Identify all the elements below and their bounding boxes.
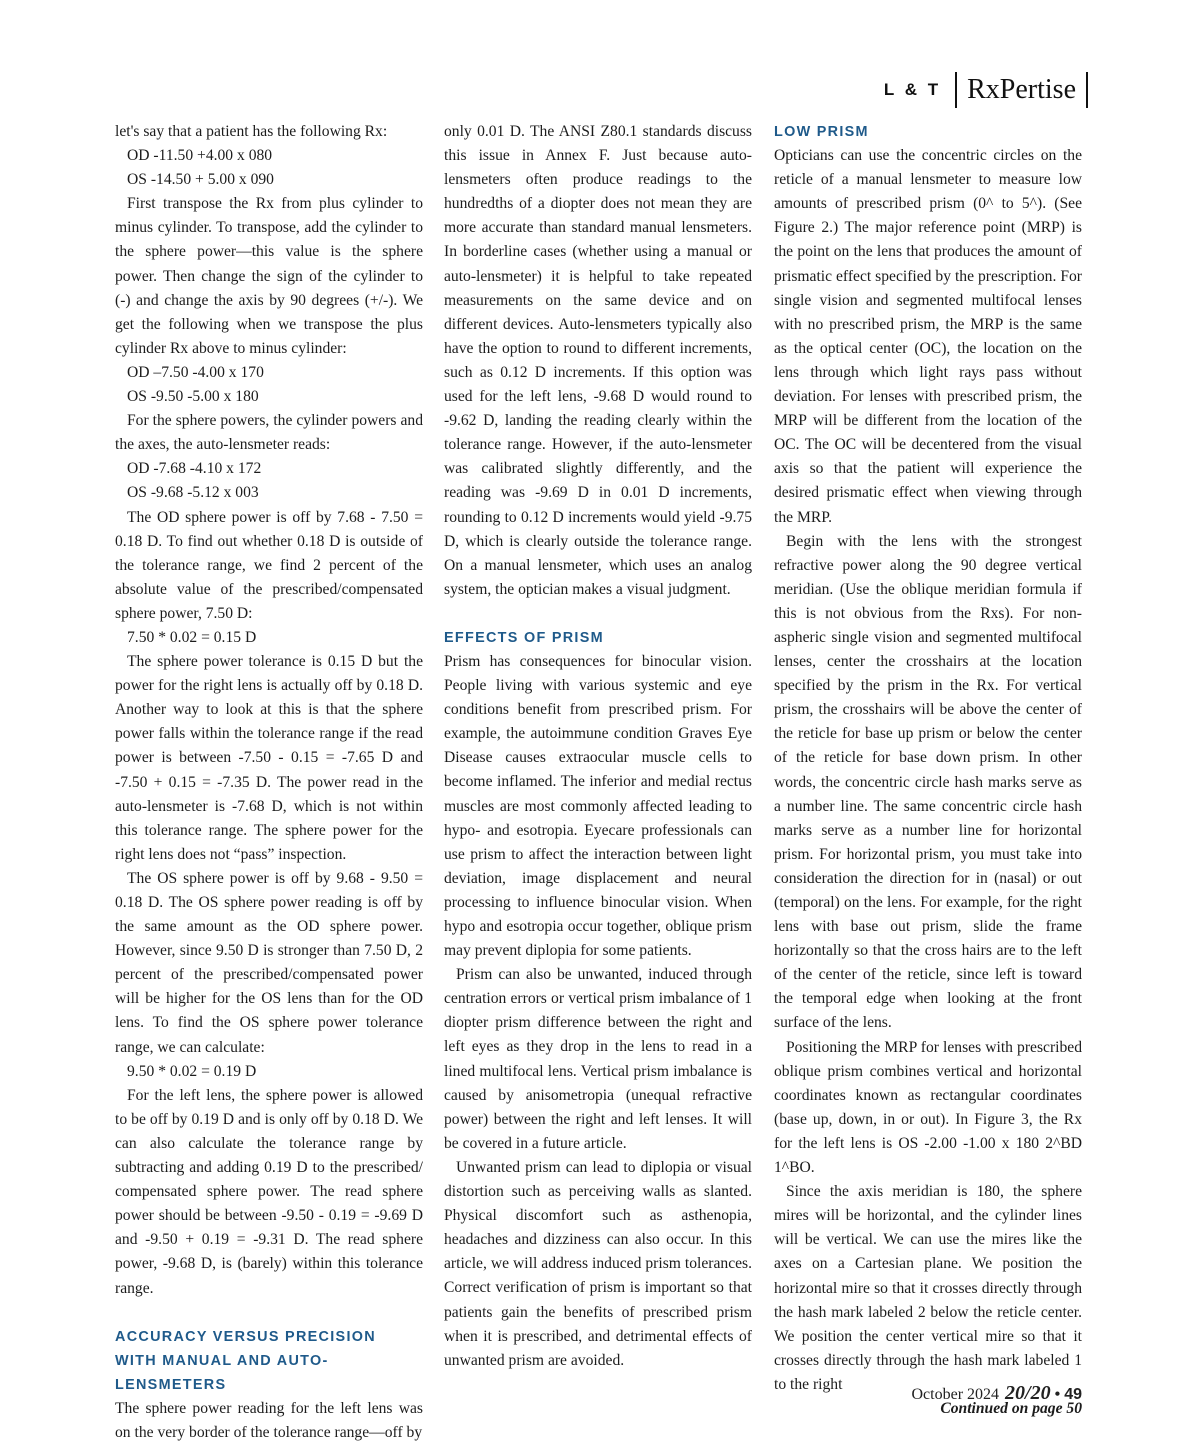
section-label: L & T: [883, 80, 942, 99]
issue-date: October 2024: [911, 1386, 1000, 1403]
article-column-1: [115, 120, 423, 1445]
article-column-3: [774, 120, 1082, 1421]
paragraph: Begin with the lens with the strongest refractive power along the 90 degree vertical meridian. (Use the oblique meridian formula if this is not obvious from the Rxs). For non-aspheric single vision and segmented multifocal lenses, center the crosshairs at the location specified by the prism in the Rx. For vertical prism, the crosshairs will be above the center of the reticle for base up prism or below the center of the reticle for base down prism. In other words, the concentric circle hash marks serve as a number line. The same concentric circle hash marks serve as a number line for horizontal prism. For horizontal prism, you must take into consideration the direction for in (nasal) or out (temporal) on the lens. For example, for the right lens with base out prism, slide the frame horizontally so that the cross hairs are to the left of the center of the reticle, since left is toward the temporal edge when looking at the front surface of the lens.: [774, 532, 1082, 1032]
section-heading-low-prism: LOW PRISM: [774, 124, 869, 140]
rx-line: OD –7.50 -4.00 x 170: [127, 363, 264, 381]
rx-line: OS -9.68 -5.12 x 003: [127, 484, 259, 502]
section-heading-accuracy: ACCURACY VERSUS PRECISION WITH MANUAL AND AUTO-LENSMETERS: [115, 1328, 376, 1393]
page-number: 49: [1064, 1386, 1082, 1403]
paragraph: The OD sphere power is off by 7.68 - 7.50 = 0.18 D. To find out whether 0.18 D is outside of the tolerance range, we find 2 percent of the absolute value of the prescribed/compensated sphere power, 7.50 D:: [115, 508, 423, 622]
page-footer: [912, 1382, 1083, 1405]
running-header: [884, 72, 1088, 108]
rx-line: OD -7.68 -4.10 x 172: [127, 460, 262, 478]
rx-line: OS -9.50 -5.00 x 180: [127, 388, 259, 406]
rx-line: OD -11.50 +4.00 x 080: [127, 147, 273, 165]
paragraph: For the left lens, the sphere power is allowed to be off by 0.19 D and is only off by 0.18 D. We can also calculate the tolerance range by subtracting and adding 0.19 D to the prescribed/ compensated sphere power. The read sphere power should be between -9.50 - 0.19 = -9.69 D and -9.50 + 0.19 = -9.31 D. The read sphere power, -9.68 D, is (barely) within this tolerance range.: [115, 1086, 423, 1297]
footer-bullet: •: [1054, 1386, 1061, 1403]
section-heading-effects: EFFECTS OF PRISM: [444, 629, 604, 646]
rx-line: OS -14.50 + 5.00 x 090: [127, 171, 274, 189]
paragraph: only 0.01 D. The ANSI Z80.1 standards discuss this issue in Annex F. Just because auto-lensmeters often produce readings to the hundredths of a diopter does not mean they are more accurate than standard manual lensmeters. In borderline cases (whether using a manual or auto-lensmeter) it is helpful to take repeated measurements on the same device and on different devices. Auto-lensmeters typically also have the option to round to different increments, such as 0.12 D increments. If this option was used for the left lens, -9.68 D would round to -9.62 D, landing the reading clearly within the tolerance range. However, if the auto-lensmeter was calibrated slightly differently, and the reading was -9.69 D in 0.01 D increments, rounding to 0.12 D increments would yield -9.75 D, which is clearly outside the tolerance range. On a manual lensmeter, which uses an analog system, the optician makes a visual judgment.: [444, 123, 752, 598]
calculation-line: 7.50 * 0.02 = 0.15 D: [127, 628, 257, 646]
paragraph: For the sphere powers, the cylinder powers and the axes, the auto-lensmeter reads:: [115, 412, 423, 454]
continued-jump-line: Continued on page 50: [940, 1399, 1082, 1417]
paragraph: The OS sphere power is off by 9.68 - 9.50 = 0.18 D. The OS sphere power reading is off by the same amount as the OD sphere power. However, since 9.50 D is stronger than 7.50 D, 2 percent of the prescribed/compensated power will be higher for the OS lens than for the OD lens. To find the OS sphere power tolerance range, we can calculate:: [115, 869, 423, 1056]
calculation-line: 9.50 * 0.02 = 0.19 D: [127, 1062, 257, 1080]
paragraph: Prism can also be unwanted, induced through centration errors or vertical prism imbalance of 1 diopter prism difference between the right and left eyes as they drop in the lens to read in a lined multifocal lens. Vertical prism imbalance is caused by anisometropia (unequal refractive power) between the right and left lenses. It will be covered in a future article.: [444, 966, 752, 1152]
magazine-title: 20/20: [1005, 1382, 1051, 1404]
paragraph: First transpose the Rx from plus cylinder to minus cylinder. To transpose, add the cylinder to the sphere power—this value is the sphere power. Then change the sign of the cylinder to (-) and change the axis by 90 degrees (+/-). We get the following when we transpose the plus cylinder Rx above to minus cylinder:: [115, 195, 423, 357]
paragraph: let's say that a patient has the following Rx:: [115, 123, 388, 140]
paragraph: Unwanted prism can lead to diplopia or visual distortion such as perceiving walls as slanted. Physical discomfort such as asthenopia, headaches and dizziness can also occur. In this article, we will address induced prism tolerances. Correct verification of prism is important so that patients gain the benefits of prescribed prism when it is prescribed, and detrimental effects of unwanted prism are avoided.: [444, 1158, 752, 1369]
paragraph: The sphere power reading for the left lens was on the very border of the tolerance range—off by: [115, 1399, 423, 1441]
paragraph: Prism has consequences for binocular vision. People living with various systemic and eye conditions benefit from prescribed prism. For example, the autoimmune condition Graves Eye Disease causes extraocular muscle cells to become inflamed. The inferior and medial rectus muscles are most commonly affected leading to hypo- and esotropia. Eyecare professionals can use prism to affect the interaction between light deviation, image displacement and neural processing to influence binocular vision. When hypo and esotropia occur together, oblique prism may prevent diplopia for some patients.: [444, 652, 752, 960]
article-column-2: [444, 120, 752, 1373]
header-divider-end: [1086, 72, 1088, 108]
header-divider: [955, 72, 957, 108]
paragraph: Since the axis meridian is 180, the sphere mires will be horizontal, and the cylinder lines will be vertical. We can use the mires like the axes on a Cartesian plane. We position the horizontal mire so that it crosses directly through the hash mark labeled 2 below the reticle center. We position the center vertical mire so that it crosses directly through the hash mark labeled 1 to the right: [774, 1183, 1082, 1393]
paragraph: Positioning the MRP for lenses with prescribed oblique prism combines vertical and horizontal coordinates known as rectangular coordinates (base up, down, in or out). In Figure 3, the Rx for the left lens is OS -2.00 -1.00 x 180 2^BD 1^BO.: [774, 1038, 1082, 1177]
department-title: RxPertise: [967, 74, 1076, 105]
paragraph: The sphere power tolerance is 0.15 D but the power for the right lens is actually off by 0.18 D. Another way to look at this is that the sphere power falls within the tolerance range if the read power is between -7.50 - 0.15 = -7.65 D and -7.50 + 0.15 = -7.35 D. The power read in the auto-lensmeter is -7.68 D, which is not within this tolerance range. The sphere power for the right lens does not “pass” inspection.: [115, 653, 423, 863]
paragraph: Opticians can use the concentric circles on the reticle of a manual lensmeter to measure low amounts of prescribed prism (0^ to 5^). (See Figure 2.) The major reference point (MRP) is the point on the lens that produces the amount of prismatic effect specified by the prescription. For single vision and segmented multifocal lenses with no prescribed prism, the MRP is the same as the optical center (OC), the location on the lens through which light rays pass without deviation. For lenses with prescribed prism, the MRP will be different from the location of the OC. The OC will be decentered from the visual axis so that the patient will experience the desired prismatic effect when viewing through the MRP.: [774, 147, 1082, 526]
